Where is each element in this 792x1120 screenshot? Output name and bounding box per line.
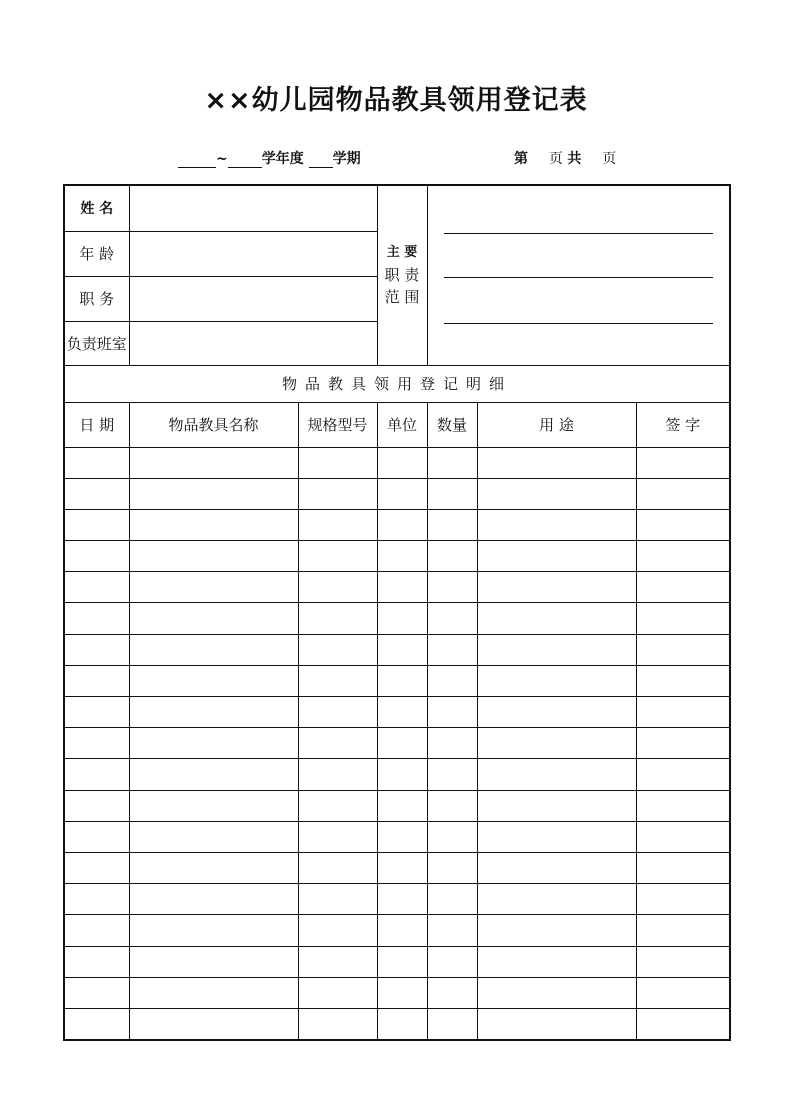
item-name-cell[interactable]: [129, 759, 298, 790]
spec-cell[interactable]: [298, 884, 377, 915]
signature-cell[interactable]: [636, 541, 730, 572]
registration-table: [63, 184, 731, 1041]
responsibility-line-2: [444, 277, 714, 278]
purpose-cell[interactable]: [477, 821, 636, 852]
date-cell[interactable]: [64, 790, 129, 821]
quantity-cell[interactable]: [427, 728, 477, 759]
responsibility-line-1: [444, 233, 714, 234]
purpose-cell[interactable]: [477, 603, 636, 634]
responsibility-line-3: [444, 323, 714, 324]
unit-cell[interactable]: [377, 447, 427, 478]
date-cell[interactable]: [64, 977, 129, 1008]
table-row: [64, 541, 730, 572]
quantity-cell[interactable]: [427, 509, 477, 540]
item-name-cell[interactable]: [129, 509, 298, 540]
signature-cell[interactable]: [636, 603, 730, 634]
unit-cell[interactable]: [377, 790, 427, 821]
unit-cell[interactable]: [377, 884, 427, 915]
quantity-cell[interactable]: [427, 821, 477, 852]
item-name-cell[interactable]: [129, 852, 298, 883]
item-name-cell[interactable]: [129, 728, 298, 759]
school-year-label: 学年度: [261, 151, 304, 167]
spec-cell[interactable]: [298, 634, 377, 665]
date-cell[interactable]: [64, 728, 129, 759]
table-row: [64, 821, 730, 852]
table-row: [64, 759, 730, 790]
purpose-cell[interactable]: [477, 946, 636, 977]
page-total-prefix: 共: [567, 151, 582, 167]
item-name-cell[interactable]: [129, 884, 298, 915]
date-cell[interactable]: [64, 541, 129, 572]
item-name-cell[interactable]: [129, 915, 298, 946]
table-row: [64, 697, 730, 728]
item-name-cell[interactable]: [129, 697, 298, 728]
table-row: [64, 915, 730, 946]
signature-cell[interactable]: [636, 572, 730, 603]
quantity-cell[interactable]: [427, 852, 477, 883]
item-name-cell[interactable]: [129, 790, 298, 821]
quantity-cell[interactable]: [427, 697, 477, 728]
quantity-cell[interactable]: [427, 977, 477, 1008]
quantity-cell[interactable]: [427, 915, 477, 946]
purpose-cell[interactable]: [477, 634, 636, 665]
unit-cell[interactable]: [377, 915, 427, 946]
spec-cell[interactable]: [298, 759, 377, 790]
date-cell[interactable]: [64, 1008, 129, 1039]
quantity-cell[interactable]: [427, 603, 477, 634]
page-suffix-label: 页: [602, 151, 617, 167]
signature-cell[interactable]: [636, 821, 730, 852]
semester-blank[interactable]: [309, 153, 333, 168]
spec-cell[interactable]: [298, 1008, 377, 1039]
signature-cell[interactable]: [636, 509, 730, 540]
end-year-blank[interactable]: [228, 153, 262, 168]
spec-cell[interactable]: [298, 977, 377, 1008]
date-cell[interactable]: [64, 478, 129, 509]
date-cell[interactable]: [64, 915, 129, 946]
academic-term-line: [178, 148, 361, 168]
signature-cell[interactable]: [636, 665, 730, 696]
unit-cell[interactable]: [377, 572, 427, 603]
column-header-item-name: 物品教具名称: [129, 402, 298, 447]
item-name-cell[interactable]: [129, 447, 298, 478]
date-cell[interactable]: [64, 697, 129, 728]
unit-cell[interactable]: [377, 728, 427, 759]
table-row: [64, 572, 730, 603]
date-cell[interactable]: [64, 509, 129, 540]
date-cell[interactable]: [64, 603, 129, 634]
purpose-cell[interactable]: [477, 697, 636, 728]
signature-cell[interactable]: [636, 884, 730, 915]
column-header-date: 日 期: [64, 402, 129, 447]
spec-cell[interactable]: [298, 697, 377, 728]
purpose-cell[interactable]: [477, 572, 636, 603]
item-name-cell[interactable]: [129, 946, 298, 977]
table-row: [64, 728, 730, 759]
unit-cell[interactable]: [377, 478, 427, 509]
quantity-cell[interactable]: [427, 790, 477, 821]
table-row: [64, 634, 730, 665]
spec-cell[interactable]: [298, 821, 377, 852]
table-row: [64, 1008, 730, 1039]
date-cell[interactable]: [64, 821, 129, 852]
spec-cell[interactable]: [298, 509, 377, 540]
tilde-separator: ~: [216, 151, 228, 167]
name-field[interactable]: [129, 185, 377, 231]
quantity-cell[interactable]: [427, 946, 477, 977]
purpose-cell[interactable]: [477, 790, 636, 821]
item-name-cell[interactable]: [129, 634, 298, 665]
age-field[interactable]: [129, 231, 377, 276]
responsibility-label-cell: [377, 185, 427, 365]
quantity-cell[interactable]: [427, 447, 477, 478]
spec-cell[interactable]: [298, 572, 377, 603]
unit-cell[interactable]: [377, 759, 427, 790]
signature-cell[interactable]: [636, 852, 730, 883]
quantity-cell[interactable]: [427, 759, 477, 790]
name-label: 姓 名: [64, 185, 129, 231]
date-cell[interactable]: [64, 572, 129, 603]
unit-cell[interactable]: [377, 821, 427, 852]
table-row: [64, 977, 730, 1008]
signature-cell[interactable]: [636, 634, 730, 665]
age-label: 年 龄: [64, 231, 129, 276]
signature-cell[interactable]: [636, 790, 730, 821]
table-row: [64, 603, 730, 634]
quantity-cell[interactable]: [427, 572, 477, 603]
page-count-line: [514, 148, 616, 168]
position-label: 职 务: [64, 276, 129, 321]
spec-cell[interactable]: [298, 728, 377, 759]
class-label: 负责班室: [64, 321, 129, 365]
quantity-cell[interactable]: [427, 478, 477, 509]
table-row: [64, 509, 730, 540]
item-name-cell[interactable]: [129, 478, 298, 509]
signature-cell[interactable]: [636, 915, 730, 946]
purpose-cell[interactable]: [477, 665, 636, 696]
class-field[interactable]: [129, 321, 377, 365]
form-title: ××幼儿园物品教具领用登记表: [204, 85, 588, 116]
page-prefix: 第: [514, 151, 528, 167]
date-cell[interactable]: [64, 665, 129, 696]
quantity-cell[interactable]: [427, 634, 477, 665]
signature-cell[interactable]: [636, 759, 730, 790]
responsibility-label-line1: 主 要: [386, 245, 418, 261]
unit-cell[interactable]: [377, 852, 427, 883]
responsibility-label-line3: 范 围: [384, 288, 420, 307]
column-header-signature: 签 字: [636, 402, 730, 447]
unit-cell[interactable]: [377, 1008, 427, 1039]
table-row: [64, 478, 730, 509]
purpose-cell[interactable]: [477, 478, 636, 509]
item-name-cell[interactable]: [129, 665, 298, 696]
quantity-cell[interactable]: [427, 884, 477, 915]
purpose-cell[interactable]: [477, 1008, 636, 1039]
purpose-cell[interactable]: [477, 852, 636, 883]
spec-cell[interactable]: [298, 447, 377, 478]
section-title: 物品教具领用登记明细: [64, 365, 730, 402]
date-cell[interactable]: [64, 946, 129, 977]
unit-cell[interactable]: [377, 977, 427, 1008]
item-name-cell[interactable]: [129, 572, 298, 603]
item-name-cell[interactable]: [129, 821, 298, 852]
date-cell[interactable]: [64, 447, 129, 478]
signature-cell[interactable]: [636, 728, 730, 759]
responsibility-field[interactable]: [427, 185, 730, 365]
quantity-cell[interactable]: [427, 541, 477, 572]
purpose-cell[interactable]: [477, 915, 636, 946]
spec-cell[interactable]: [298, 603, 377, 634]
date-cell[interactable]: [64, 852, 129, 883]
purpose-cell[interactable]: [477, 977, 636, 1008]
item-name-cell[interactable]: [129, 1008, 298, 1039]
table-row: [64, 790, 730, 821]
signature-cell[interactable]: [636, 697, 730, 728]
spec-cell[interactable]: [298, 665, 377, 696]
unit-cell[interactable]: [377, 541, 427, 572]
spec-cell[interactable]: [298, 478, 377, 509]
unit-cell[interactable]: [377, 509, 427, 540]
signature-cell[interactable]: [636, 946, 730, 977]
unit-cell[interactable]: [377, 634, 427, 665]
spec-cell[interactable]: [298, 790, 377, 821]
column-header-row: [64, 402, 730, 447]
date-cell[interactable]: [64, 759, 129, 790]
spec-cell[interactable]: [298, 915, 377, 946]
purpose-cell[interactable]: [477, 447, 636, 478]
unit-cell[interactable]: [377, 603, 427, 634]
date-cell[interactable]: [64, 884, 129, 915]
position-field[interactable]: [129, 276, 377, 321]
signature-cell[interactable]: [636, 1008, 730, 1039]
table-row: [64, 447, 730, 478]
signature-cell[interactable]: [636, 447, 730, 478]
column-header-purpose: 用 途: [477, 402, 636, 447]
page-mid-label: 页: [548, 151, 563, 167]
column-header-quantity: 数量: [427, 402, 477, 447]
unit-cell[interactable]: [377, 946, 427, 977]
spec-cell[interactable]: [298, 852, 377, 883]
quantity-cell[interactable]: [427, 665, 477, 696]
purpose-cell[interactable]: [477, 884, 636, 915]
purpose-cell[interactable]: [477, 541, 636, 572]
table-row: [64, 884, 730, 915]
responsibility-label-line2: 职 责: [384, 266, 420, 285]
purpose-cell[interactable]: [477, 759, 636, 790]
signature-cell[interactable]: [636, 977, 730, 1008]
column-header-spec: 规格型号: [298, 402, 377, 447]
item-name-cell[interactable]: [129, 603, 298, 634]
purpose-cell[interactable]: [477, 728, 636, 759]
quantity-cell[interactable]: [427, 1008, 477, 1039]
unit-cell[interactable]: [377, 697, 427, 728]
spec-cell[interactable]: [298, 541, 377, 572]
item-name-cell[interactable]: [129, 541, 298, 572]
signature-cell[interactable]: [636, 478, 730, 509]
column-header-unit: 单位: [377, 402, 427, 447]
item-name-cell[interactable]: [129, 977, 298, 1008]
semester-label: 学期: [332, 151, 361, 167]
purpose-cell[interactable]: [477, 509, 636, 540]
unit-cell[interactable]: [377, 665, 427, 696]
start-year-blank[interactable]: [178, 153, 216, 168]
table-row: [64, 946, 730, 977]
table-row: [64, 852, 730, 883]
table-row: [64, 665, 730, 696]
spec-cell[interactable]: [298, 946, 377, 977]
date-cell[interactable]: [64, 634, 129, 665]
